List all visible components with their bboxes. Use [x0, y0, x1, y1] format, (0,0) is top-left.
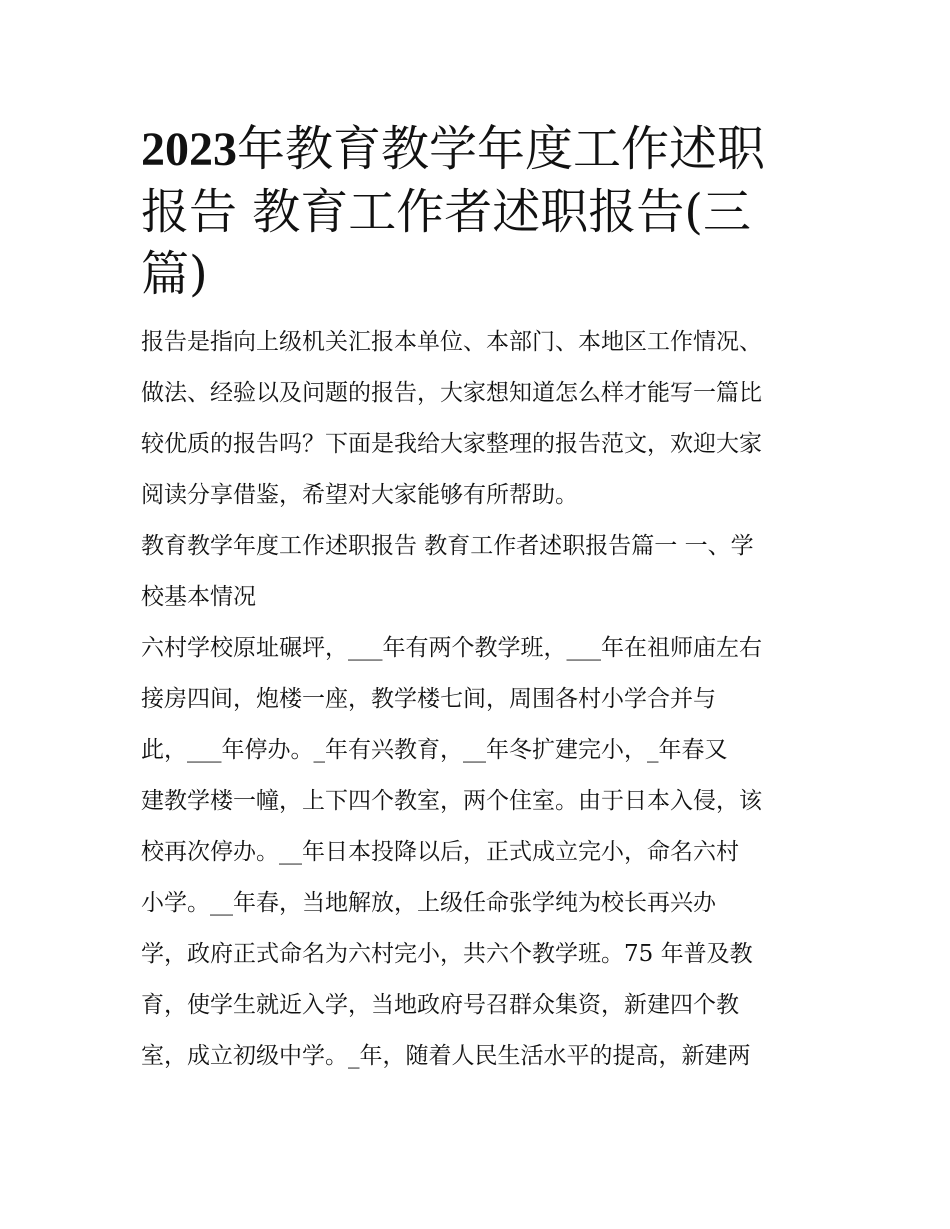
document-body	[141, 317, 813, 1082]
title-line-2: 报告 教育工作者述职报告(三	[141, 184, 751, 240]
body-line: 六村学校原址碾坪，___年有两个教学班，___年在祖师庙左右	[141, 635, 762, 661]
title-line-3: 篇)	[141, 246, 208, 302]
body-line: 报告是指向上级机关汇报本单位、本部门、本地区工作情况、	[141, 329, 762, 355]
body-line: 室，成立初级中学。_年，随着人民生活水平的提高，新建两	[141, 1043, 751, 1069]
body-line: 校再次停办。__年日本投降以后，正式成立完小，命名六村	[141, 839, 739, 865]
section-heading-line: 教育教学年度工作述职报告 教育工作者述职报告篇一 一、学	[141, 533, 754, 559]
body-line: 阅读分享借鉴，希望对大家能够有所帮助。	[141, 482, 578, 508]
body-line: 建教学楼一幢，上下四个教室，两个住室。由于日本入侵，该	[141, 788, 762, 814]
title-year: 2023	[141, 123, 237, 176]
body-line: 学，政府正式命名为六村完小，共六个教学班。75 年普及教	[141, 941, 753, 967]
section-heading-line: 校基本情况	[141, 584, 256, 610]
title-line-1-text: 年教育教学年度工作述职	[237, 121, 766, 177]
document-content	[141, 118, 813, 1082]
title-line-1	[141, 118, 813, 181]
document-title	[141, 118, 813, 305]
body-line: 接房四间，炮楼一座，教学楼七间，周围各村小学合并与	[141, 686, 716, 712]
body-line: 较优质的报告吗？下面是我给大家整理的报告范文，欢迎大家	[141, 431, 762, 457]
body-line: 做法、经验以及问题的报告，大家想知道怎么样才能写一篇比	[141, 380, 762, 406]
body-line: 小学。__年春，当地解放，上级任命张学纯为校长再兴办	[141, 890, 716, 916]
body-line: 育，使学生就近入学，当地政府号召群众集资，新建四个教	[141, 992, 739, 1018]
body-line: 此，___年停办。_年有兴教育，__年冬扩建完小，_年春又	[141, 737, 728, 763]
